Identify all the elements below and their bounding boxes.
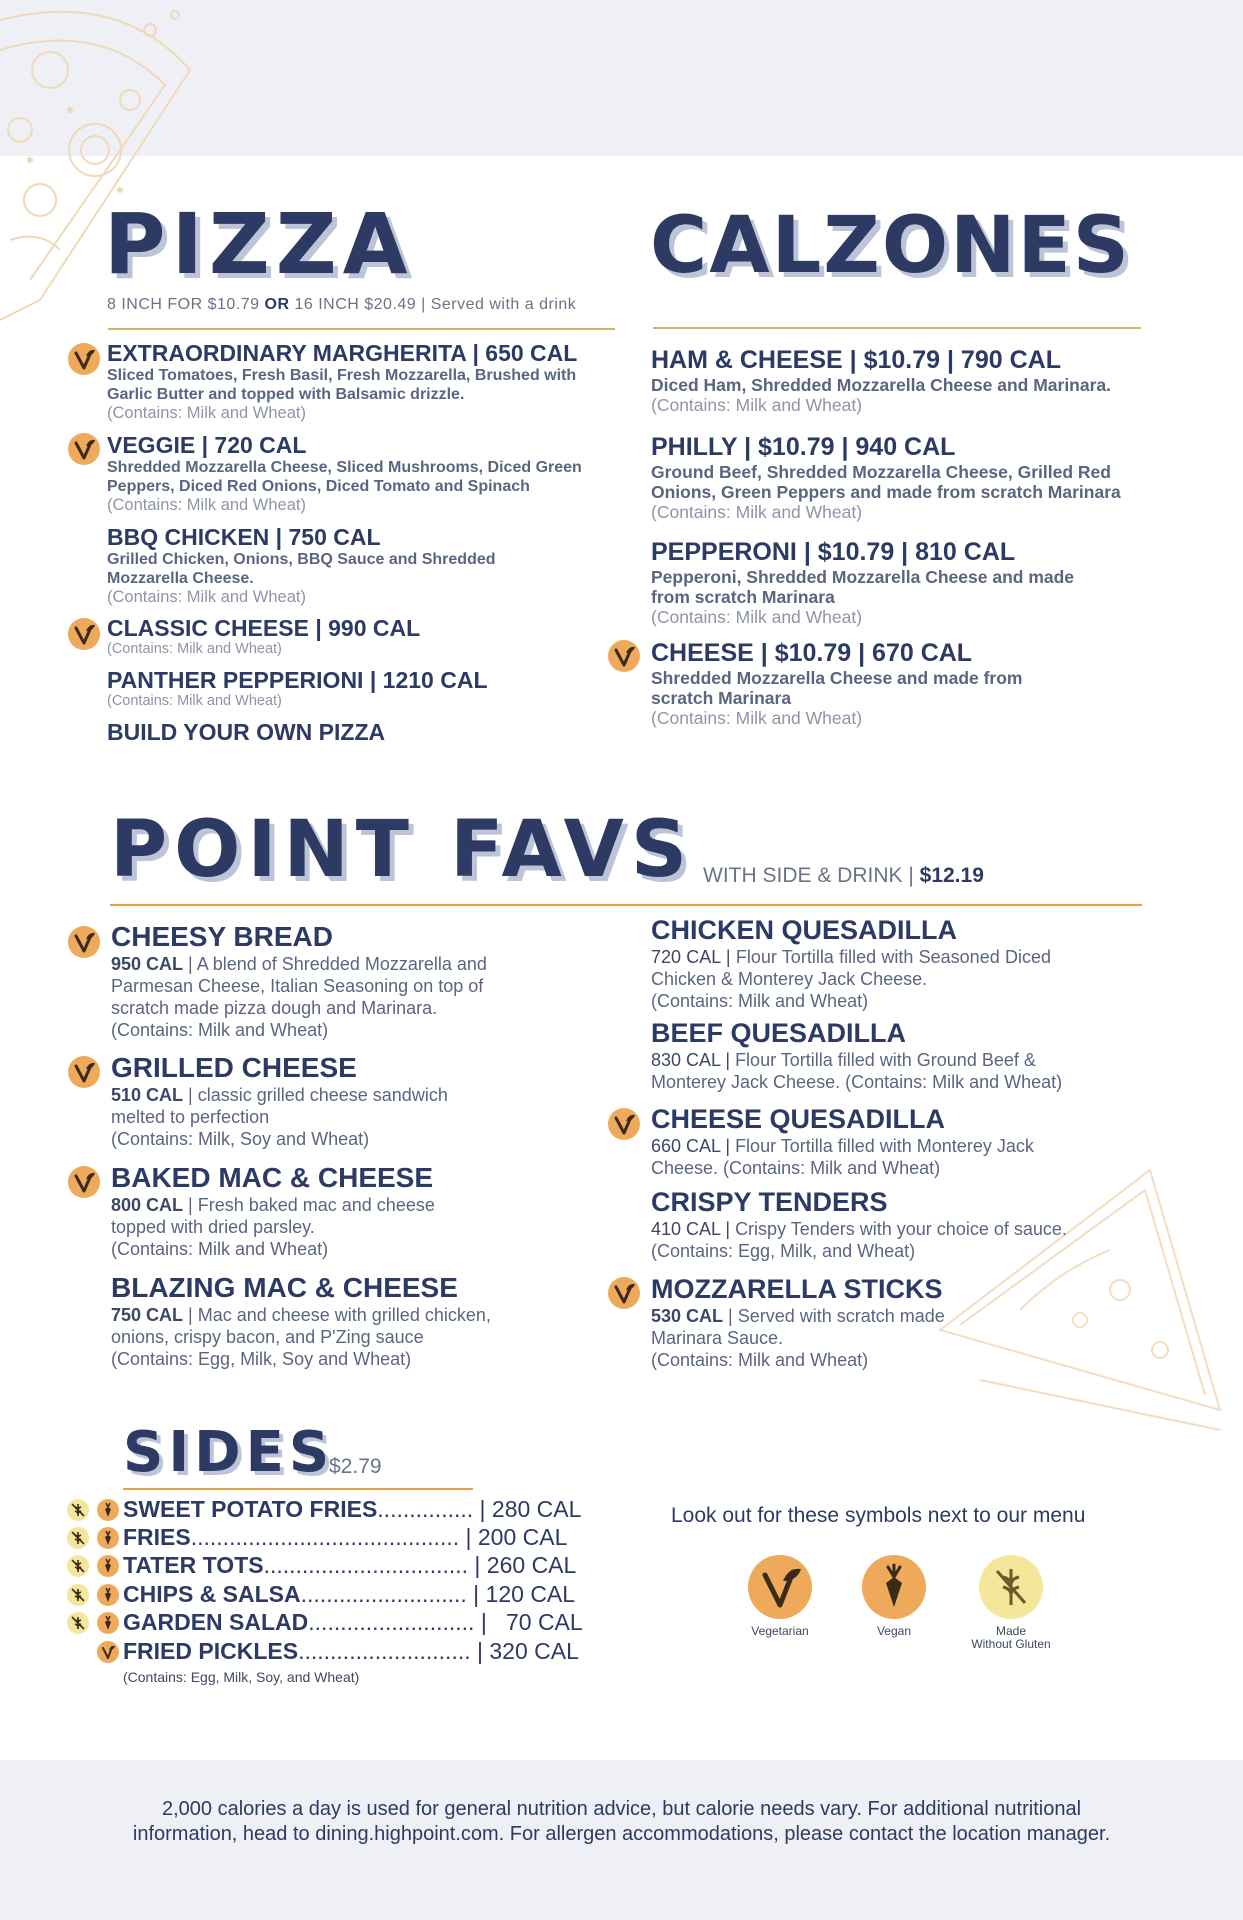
menu-item-cheese-calzone [651,639,1151,728]
item-allergens: (Contains: Milk and Wheat) [107,693,282,710]
side-item-chips-salsa: CHIPS & SALSA.......................... | 120 CAL [123,1581,576,1607]
gluten-free-legend-icon [979,1555,1043,1619]
item-name: HAM & CHEESE | $10.79 | 790 CAL [651,346,1061,374]
side-item-garden-salad: GARDEN SALAD.......................... | 70 CAL [123,1609,583,1635]
menu-item-pepperoni [651,538,1151,627]
side-item-fries: FRIES.......................................... | 200 CAL [123,1524,568,1550]
item-allergens: (Contains: Milk and Wheat) [651,394,863,415]
side-item-fried-pickles: FRIED PICKLES........................... | 320 CAL [123,1638,579,1664]
point-favs-subtitle: WITH SIDE & DRINK | $12.19 [703,864,984,887]
legend-heading: Look out for these symbols next to our menu [671,1504,1086,1527]
item-name: BUILD YOUR OWN PIZZA [107,719,386,745]
item-allergens: (Contains: Milk and Wheat) [111,1239,329,1260]
item-name: CHEESY BREAD [111,921,333,952]
item-name: PEPPERONI | $10.79 | 810 CAL [651,538,1016,566]
vegetarian-icon [68,926,100,958]
vegetarian-legend-icon [748,1555,812,1619]
menu-item-classic-cheese [107,615,617,658]
pizza-subtitle: 8 INCH FOR $10.79 OR 16 INCH $20.49 | Served with a drink [107,296,577,313]
item-description: Pepperoni, Shredded Mozzarella Cheese and made from scratch Marinara [651,566,1075,607]
menu-item-philly [651,433,1151,522]
item-name: BAKED MAC & CHEESE [111,1162,434,1193]
vegan-icon [97,1555,119,1577]
menu-item-cheese-quesadilla [651,1104,1111,1179]
item-name: CHEESE QUESADILLA [651,1104,946,1134]
point-favs-title: POINT FAVS [110,805,695,895]
menu-item-cheesy-bread [111,921,511,1041]
item-allergens: (Contains: Milk and Wheat) [651,606,863,627]
item-allergens: (Contains: Milk and Wheat) [651,991,869,1012]
item-description: 410 CAL | Crispy Tenders with your choice of sauce. [651,1219,1067,1240]
fried-pickles-allergens: (Contains: Egg, Milk, Soy, and Wheat) [123,1669,360,1685]
item-allergens: (Contains: Milk and Wheat) [107,496,306,515]
item-name: BEEF QUESADILLA [651,1018,907,1048]
vegetarian-icon [608,640,640,672]
vegetarian-label: Vegetarian [751,1624,809,1638]
sides-divider [123,1488,473,1490]
header-band [0,0,1243,156]
item-allergens: (Contains: Milk and Wheat) [651,707,863,728]
vegetarian-icon [608,1108,640,1140]
calzones-title: CALZONES [650,201,1131,291]
item-allergens: (Contains: Milk and Wheat) [651,1350,869,1371]
item-allergens: (Contains: Milk and Wheat) [107,404,306,423]
point-favs-divider [110,904,1142,906]
item-name: GRILLED CHEESE [111,1052,357,1083]
item-description: 530 CAL | Served with scratch made Marinara Sauce. [651,1306,945,1349]
gluten-free-icon [67,1527,89,1549]
sides-title: SIDES [123,1420,335,1485]
item-name: VEGGIE | 720 CAL [107,432,307,458]
menu-item-veggie [107,432,617,515]
vegetarian-icon [608,1277,640,1309]
item-description: 660 CAL | Flour Tortilla filled with Monterey Jack Cheese. (Contains: Milk and Wheat) [651,1136,1034,1179]
gluten-free-icon [67,1555,89,1577]
vegetarian-icon [68,1056,100,1088]
vegan-icon [97,1612,119,1634]
menu-item-baked-mac-cheese [111,1162,511,1260]
item-name: CHEESE | $10.79 | 670 CAL [651,639,973,667]
vegan-icon [97,1527,119,1549]
item-description: Diced Ham, Shredded Mozzarella Cheese and Marinara. [651,374,1112,395]
nutrition-disclaimer: 2,000 calories a day is used for general nutrition advice, but calorie needs vary. For additional nutritional information, head to dining.highpoint.com. For allergen accommodations, please contact the location manager. [132,1798,1111,1845]
item-name: CLASSIC CHEESE | 990 CAL [107,615,421,641]
vegetarian-icon [68,433,100,465]
pizza-title: PIZZA [104,195,414,293]
vegan-icon [97,1584,119,1606]
menu-item-crispy-tenders [651,1187,1111,1262]
gluten-free-icon [67,1499,89,1521]
item-allergens: (Contains: Milk and Wheat) [651,501,863,522]
item-name: MOZZARELLA STICKS [651,1274,943,1304]
item-description: Shredded Mozzarella Cheese and made from scratch Marinara [651,667,1023,708]
vegan-legend-icon [862,1555,926,1619]
gluten-free-icon [67,1612,89,1634]
pizza-divider [108,328,615,330]
item-description: 800 CAL | Fresh baked mac and cheese topped with dried parsley. [111,1195,435,1238]
menu-item-build-your-own [107,719,617,745]
menu-item-blazing-mac-cheese [111,1272,511,1370]
vegetarian-icon [97,1641,119,1663]
calzones-divider [653,327,1141,329]
item-description: 750 CAL | Mac and cheese with grilled chicken, onions, crispy bacon, and P'Zing sauce (Contains: Egg, Milk, Soy and Wheat) [111,1305,491,1370]
menu-item-margherita [107,340,617,423]
menu-item-panther-pepperioni [107,667,617,710]
menu-item-ham-cheese [651,346,1151,415]
gluten-free-label: Made Without Gluten [971,1624,1051,1651]
menu-item-chicken-quesadilla [651,915,1071,1012]
item-description: Grilled Chicken, Onions, BBQ Sauce and Shredded Mozzarella Cheese. [107,551,496,588]
item-name: EXTRAORDINARY MARGHERITA | 650 CAL [107,340,578,366]
vegetarian-icon [68,1166,100,1198]
item-name: CRISPY TENDERS [651,1187,888,1217]
sides-price: $2.79 [329,1455,382,1478]
vegan-icon [97,1499,119,1521]
item-name: CHICKEN QUESADILLA [651,915,958,945]
vegetarian-icon [68,618,100,650]
item-allergens: (Contains: Milk and Wheat) [107,588,306,607]
item-allergens: (Contains: Egg, Milk, and Wheat) [651,1241,916,1262]
item-name: BBQ CHICKEN | 750 CAL [107,524,381,550]
side-item-tater-tots: TATER TOTS................................ | 260 CAL [123,1552,577,1578]
side-item-sweet-potato-fries: SWEET POTATO FRIES............... | 280 CAL [123,1496,582,1522]
menu-item-beef-quesadilla [651,1018,1111,1093]
menu-item-bbq-chicken [107,524,617,607]
vegetarian-icon [68,343,100,375]
menu-item-grilled-cheese [111,1052,511,1150]
item-description: 720 CAL | Flour Tortilla filled with Seasoned Diced Chicken & Monterey Jack Cheese. [651,947,1051,990]
item-description: Sliced Tomatoes, Fresh Basil, Fresh Mozzarella, Brushed with Garlic Butter and topped with Balsamic drizzle. [107,367,577,404]
menu-item-mozzarella-sticks [651,1274,991,1371]
item-name: PANTHER PEPPERIONI | 1210 CAL [107,667,488,693]
item-description: 830 CAL | Flour Tortilla filled with Ground Beef & Monterey Jack Cheese. (Contains: Milk and Wheat) [651,1050,1063,1093]
item-description: 510 CAL | classic grilled cheese sandwich melted to perfection [111,1085,448,1128]
gluten-free-icon [67,1584,89,1606]
item-description: Ground Beef, Shredded Mozzarella Cheese, Grilled Red Onions, Green Peppers and made from scratch Marinara [651,461,1121,502]
item-name: BLAZING MAC & CHEESE [111,1272,458,1303]
item-allergens: (Contains: Milk and Wheat) [107,641,282,658]
item-description: Shredded Mozzarella Cheese, Sliced Mushrooms, Diced Green Peppers, Diced Red Onions, Diced Tomato and Spinach [107,459,582,496]
item-name: PHILLY | $10.79 | 940 CAL [651,433,956,461]
vegan-label: Vegan [876,1624,912,1638]
item-allergens: (Contains: Milk, Soy and Wheat) [111,1129,370,1150]
item-description: 950 CAL | A blend of Shredded Mozzarella and Parmesan Cheese, Italian Seasoning on top of scratch made pizza dough and Marinara. (Contains: Milk and Wheat) [111,954,487,1041]
